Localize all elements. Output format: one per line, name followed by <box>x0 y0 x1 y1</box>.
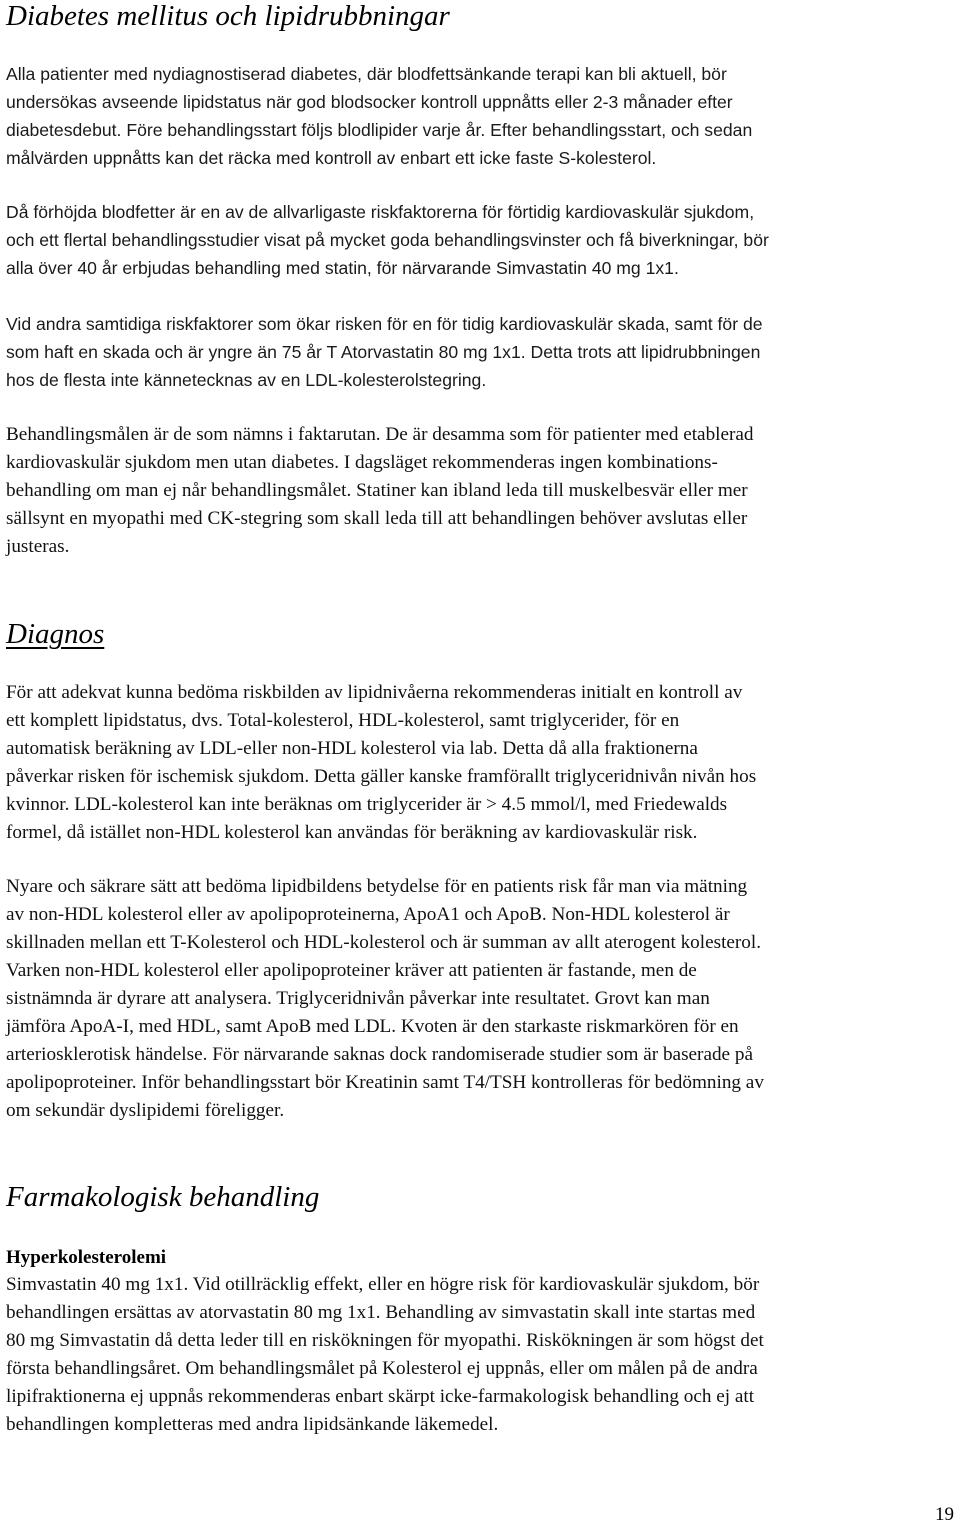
paragraph-apolipoproteins <box>6 873 956 1125</box>
text-line: apolipoproteiner. Inför behandlingsstart bör Kreatinin samt T4/TSH kontrolleras för bedömning av <box>6 1072 764 1093</box>
paragraph-lipid-screening <box>6 60 956 172</box>
text-line: av non-HDL kolesterol eller av apolipoproteinerna, ApoA1 och ApoB. Non-HDL kolesterol är <box>6 904 730 925</box>
text-line: sistnämnda är dyrare att analysera. Triglyceridnivån påverkar inte resultatet. Grovt kan man <box>6 988 710 1009</box>
text-line: hos de flesta inte kännetecknas av en LDL-kolesterolstegring. <box>6 370 487 390</box>
paragraph-treatment-goals <box>6 421 956 561</box>
paragraph-lipid-status <box>6 679 956 847</box>
section-title-diabetes: Diabetes mellitus och lipidrubbningar <box>6 0 450 32</box>
text-line: jämföra ApoA-I, med HDL, samt ApoB med LDL. Kvoten är den starkaste riskmarkören för en <box>6 1016 739 1037</box>
text-line: undersökas avseende lipidstatus när god blodsocker kontroll uppnåtts eller 2-3 månader efter <box>6 92 733 112</box>
subheading-hyperkolesterolemi: Hyperkolesterolemi <box>6 1247 167 1268</box>
text-line: automatisk beräkning av LDL-eller non-HDL kolesterol via lab. Detta då alla fraktionerna <box>6 738 698 759</box>
text-line: behandlingen ersättas av atorvastatin 80 mg 1x1. Behandling av simvastatin skall inte startas med <box>6 1302 756 1323</box>
text-line: Alla patienter med nydiagnostiserad diabetes, där blodfettsänkande terapi kan bli aktuell, bör <box>6 64 727 84</box>
text-line: alla över 40 år erbjudas behandling med statin, för närvarande Simvastatin 40 mg 1x1. <box>6 258 679 278</box>
text-line: påverkar risken för ischemisk sjukdom. Detta gäller kanske framförallt triglyceridnivån nivån hos <box>6 766 757 787</box>
text-line: kvinnor. LDL-kolesterol kan inte beräknas om triglycerider är > 4.5 mmol/l, med Friedewalds <box>6 794 728 815</box>
section-title-diagnos: Diagnos <box>6 618 105 650</box>
text-line: För att adekvat kunna bedöma riskbilden av lipidnivåerna rekommenderas initialt en kontroll av <box>6 682 743 703</box>
text-line: om sekundär dyslipidemi föreligger. <box>6 1100 285 1121</box>
text-line: ett komplett lipidstatus, dvs. Total-kolesterol, HDL-kolesterol, samt triglycerider, för en <box>6 710 680 731</box>
text-line: sällsynt en myopathi med CK-stegring som skall leda till att behandlingen behöver avslutas eller <box>6 508 748 529</box>
paragraph-additional-risk-factors <box>6 310 956 394</box>
text-line: arteriosklerotisk händelse. För närvarande saknas dock randomiserade studier som är baserade på <box>6 1044 753 1065</box>
text-line: Vid andra samtidiga riskfaktorer som ökar risken för en för tidig kardiovaskulär skada, samt för de <box>6 314 763 334</box>
text-line: lipifraktionerna ej uppnås rekommenderas enbart skärpt icke-farmakologisk behandling och ej att <box>6 1386 755 1407</box>
text-line: Då förhöjda blodfetter är en av de allvarligaste riskfaktorerna för förtidig kardiovaskulär sjukdom, <box>6 202 755 222</box>
text-line: målvärden uppnåtts kan det räcka med kontroll av enbart ett icke faste S-kolesterol. <box>6 148 657 168</box>
text-line: Behandlingsmålen är de som nämns i faktarutan. De är desamma som för patienter med etablerad <box>6 424 754 445</box>
text-line: Varken non-HDL kolesterol eller apolipoproteiner kräver att patienten är fastande, men de <box>6 960 697 981</box>
text-line: behandlingen kompletteras med andra lipidsänkande läkemedel. <box>6 1414 499 1435</box>
text-line: diabetesdebut. Före behandlingsstart följs blodlipider varje år. Efter behandlingsstart, och sedan <box>6 120 753 140</box>
text-line: och ett flertal behandlingsstudier visat på mycket goda behandlingsvinster och få biverkningar, bör <box>6 230 769 250</box>
text-line: behandling om man ej når behandlingsmålet. Statiner kan ibland leda till muskelbesvär eller mer <box>6 480 748 501</box>
text-line: 80 mg Simvastatin då detta leder till en riskökningen för myopathi. Riskökningen är som högst det <box>6 1330 764 1351</box>
text-line: formel, då istället non-HDL kolesterol kan användas för beräkning av kardiovaskulär risk. <box>6 822 698 843</box>
text-line: justeras. <box>6 536 70 557</box>
page-number: 19 <box>935 1504 954 1525</box>
text-line: skillnaden mellan ett T-Kolesterol och HDL-kolesterol och är summan av allt aterogent kolesterol. <box>6 932 762 953</box>
paragraph-hyperkolesterolemi-treatment <box>6 1271 956 1439</box>
text-line: som haft en skada och är yngre än 75 år T Atorvastatin 80 mg 1x1. Detta trots att lipidrubbningen <box>6 342 761 362</box>
paragraph-statin-recommendation <box>6 198 956 282</box>
text-line: Simvastatin 40 mg 1x1. Vid otillräcklig effekt, eller en högre risk för kardiovaskulär sjukdom, bör <box>6 1274 760 1295</box>
section-title-farmakologisk-behandling: Farmakologisk behandling <box>6 1181 320 1213</box>
text-line: kardiovaskulär sjukdom men utan diabetes. I dagsläget rekommenderas ingen kombinations- <box>6 452 718 473</box>
text-line: Nyare och säkrare sätt att bedöma lipidbildens betydelse för en patients risk får man via mätning <box>6 876 748 897</box>
text-line: första behandlingsåret. Om behandlingsmålet på Kolesterol ej uppnås, eller om målen på de andra <box>6 1358 758 1379</box>
